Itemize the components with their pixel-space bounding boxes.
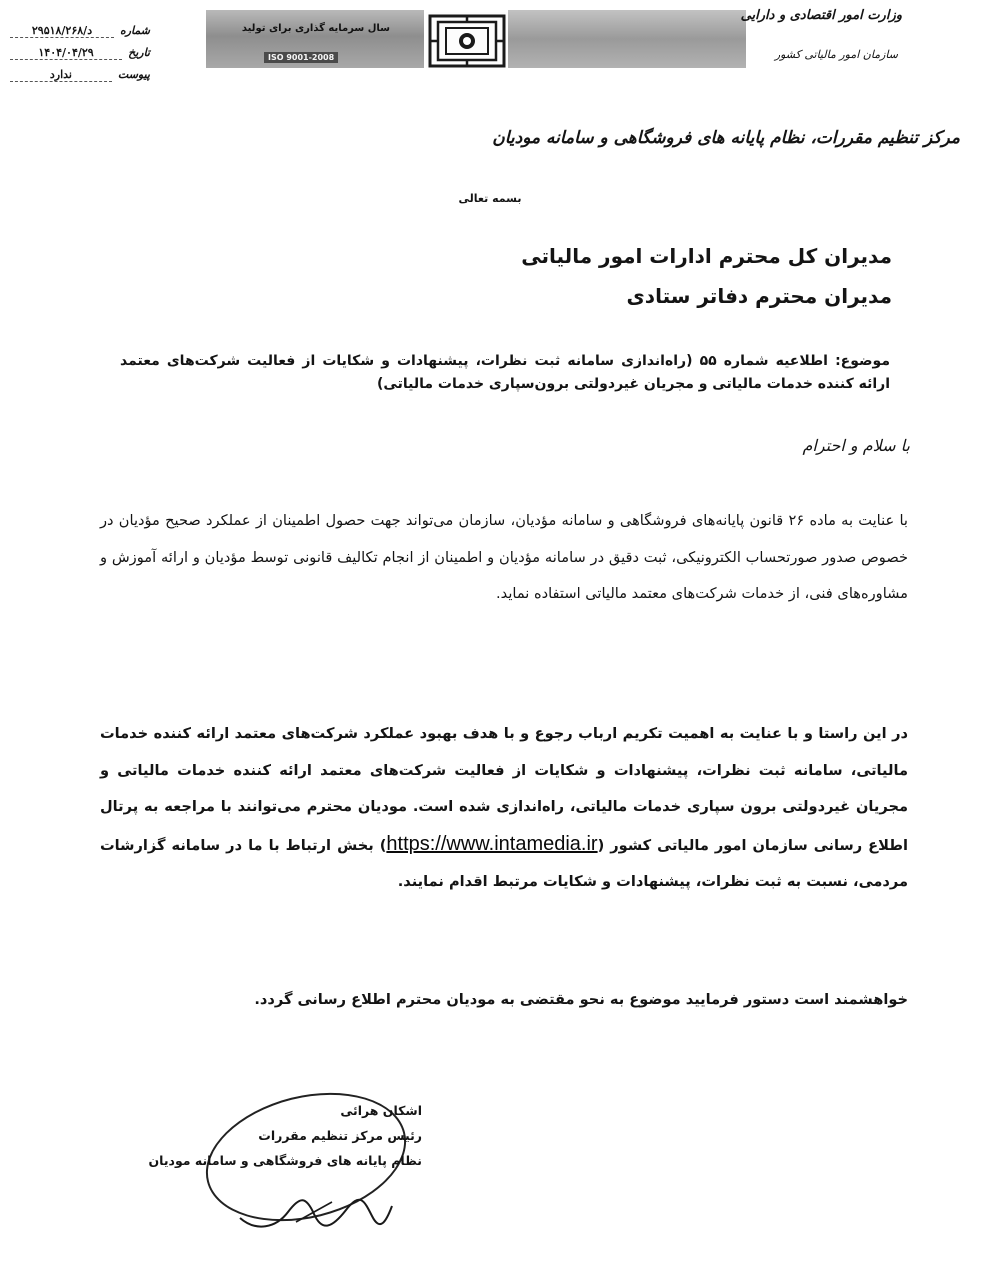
year-slogan: سال سرمایه گذاری برای تولید xyxy=(241,23,390,34)
iso-label: ISO 9001-2008 xyxy=(264,52,338,63)
portal-link[interactable]: https://www.intamedia.ir xyxy=(386,832,598,855)
letter-attachment-row xyxy=(10,68,150,90)
letter-number-row xyxy=(10,24,150,46)
center-title: مرکز تنظیم مقررات، نظام پایانه های فروشگاهی و سامانه مودیان xyxy=(492,128,960,148)
paragraph-system-launch-text-2: ) بخش ارتباط با ما در سامانه گزارشات مردمی، نسبت به ثبت نظرات، پیشنهادات و شکایات مرتبط اقدام نمایند. xyxy=(100,836,908,891)
signatory-title: رئیس مرکز تنظیم مقررات xyxy=(258,1128,422,1143)
addressee-line-1: مدیران کل محترم ادارات امور مالیاتی xyxy=(521,244,892,268)
greeting: با سلام و احترام xyxy=(802,436,910,455)
letterhead-band-left xyxy=(206,10,424,68)
letter-number-label: شماره xyxy=(119,24,150,37)
letterhead-band-right xyxy=(508,10,746,68)
letter-date-value: ۱۴۰۴/۰۴/۲۹ xyxy=(10,46,122,60)
paragraph-system-launch-text-1: در این راستا و با عنایت به اهمیت تکریم ارباب رجوع و با هدف بهبود عملکرد شرکت‌های معتمد ارائه کننده خدمات مالیاتی، سامانه ثبت نظرات، پیشنهادات و شکایات از فعالیت شرکت‌های معتمد ارائه کننده خدمات مالیاتی و مجریان غیردولتی برون سپاری خدمات مالیاتی، راه‌اندازی شده است. مودیان محترم می‌توانند با مراجعه به پرتال اطلاع رسانی سازمان امور مالیاتی کشور ( xyxy=(100,725,908,854)
signature-text xyxy=(132,1098,422,1173)
signature-block xyxy=(146,1088,446,1238)
signatory-name: اشکان هرائی xyxy=(340,1103,422,1118)
letter-date-label: تاریخ xyxy=(128,46,150,59)
paragraph-legal-basis: با عنایت به ماده ۲۶ قانون پایانه‌های فروشگاهی و سامانه مؤدیان، سازمان می‌تواند جهت حصول اطمینان از عملکرد صحیح مؤدیان در خصوص صدور صورتحساب الکترونیکی، ثبت دقیق در سامانه مؤدیان و اطمینان از انجام تکالیف قانونی توسط مؤدیان و ارائه آموزش و مشاوره‌های فنی، از خدمات شرکت‌های معتمد مالیاتی استفاده نماید. xyxy=(100,512,908,603)
organization-name: سازمان امور مالیاتی کشور xyxy=(774,48,898,61)
addressee-line-2: مدیران محترم دفاتر ستادی xyxy=(626,284,892,308)
ministry-name: وزارت امور اقتصادی و دارایی xyxy=(740,8,902,23)
signatory-unit: نظام پایانه های فروشگاهی و سامانه مودیان xyxy=(148,1153,422,1168)
letter-attachment-value: ندارد xyxy=(10,68,112,82)
paragraph-request: خواهشمند است دستور فرمایید موضوع به نحو مقتضی به مودیان محترم اطلاع رسانی گردد. xyxy=(254,991,908,1008)
paragraph-system-launch xyxy=(100,716,908,901)
tax-organization-emblem-icon xyxy=(426,12,508,70)
handwritten-signature-icon xyxy=(236,1188,396,1234)
letter-meta xyxy=(10,24,150,90)
subject: موضوع: اطلاعیه شماره ۵۵ (راه‌اندازی سامانه ثبت نظرات، پیشنهادات و شکایات از فعالیت شرکت‌های معتمد ارائه کننده خدمات مالیاتی و مجریان غیردولتی برون‌سپاری خدمات مالیاتی) xyxy=(120,353,890,392)
letter-date-row xyxy=(10,46,150,68)
letter-attachment-label: پیوست xyxy=(117,68,150,81)
letter-number-value: ۲۹۵۱۸/۲۶۸/د xyxy=(10,24,114,38)
bismillah: بسمه تعالی xyxy=(458,192,522,205)
